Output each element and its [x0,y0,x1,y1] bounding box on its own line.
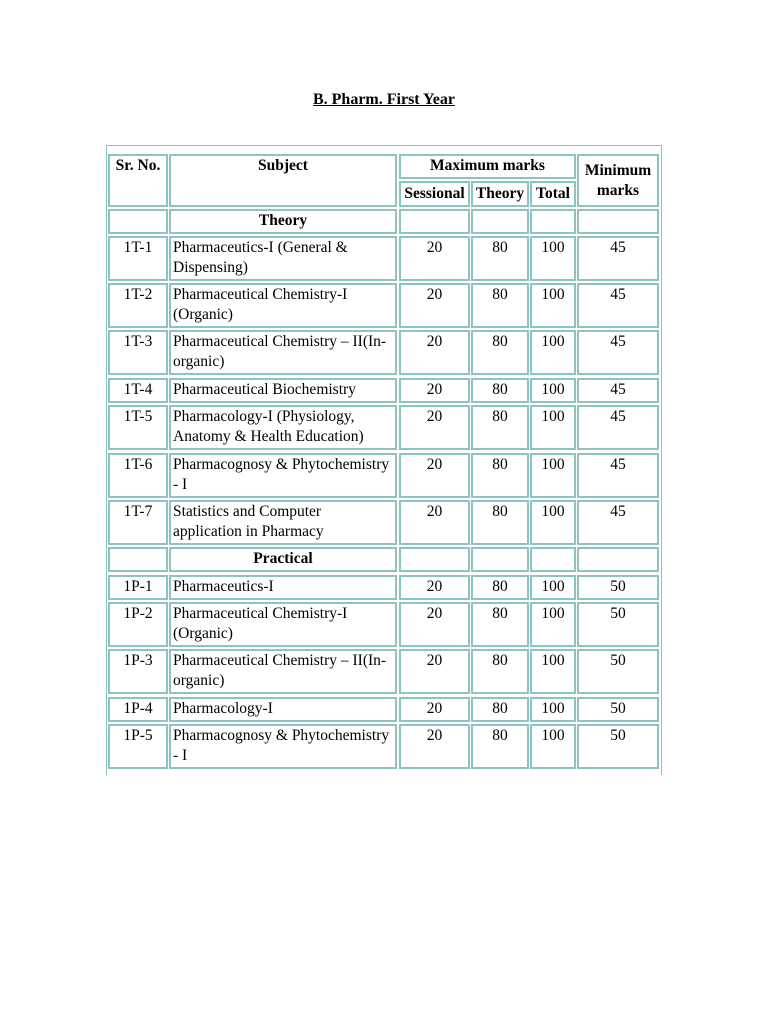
cell-theory: 80 [471,649,529,694]
cell-minimum-marks: 45 [577,405,659,450]
cell-sr-no: 1P-4 [108,697,168,722]
cell-theory: 80 [471,236,529,281]
cell-theory: 80 [471,405,529,450]
cell-sr-no: 1P-3 [108,649,168,694]
cell-total: 100 [530,575,576,600]
cell-sr-no: 1P-1 [108,575,168,600]
header-theory: Theory [471,181,529,207]
cell-minimum-marks: 45 [577,500,659,545]
cell-theory: 80 [471,697,529,722]
cell-subject: Pharmaceutics-I [169,575,397,600]
cell-theory: 80 [471,378,529,403]
cell-total: 100 [530,453,576,498]
cell-total: 100 [530,330,576,375]
empty-cell [471,547,529,572]
header-sessional: Sessional [399,181,470,207]
empty-cell [471,209,529,234]
cell-minimum-marks: 50 [577,575,659,600]
cell-subject: Pharmaceutical Chemistry-I (Organic) [169,283,397,328]
cell-subject: Pharmaceutics-I (General & Dispensing) [169,236,397,281]
cell-total: 100 [530,283,576,328]
cell-theory: 80 [471,330,529,375]
cell-total: 100 [530,405,576,450]
cell-subject: Pharmacology-I [169,697,397,722]
cell-sessional: 20 [399,697,470,722]
cell-theory: 80 [471,602,529,647]
cell-subject: Pharmacognosy & Phytochemistry - I [169,724,397,769]
cell-sessional: 20 [399,236,470,281]
cell-theory: 80 [471,283,529,328]
cell-sessional: 20 [399,283,470,328]
page-title: B. Pharm. First Year [312,91,456,108]
header-total: Total [530,181,576,207]
section-heading: Theory [169,209,397,234]
header-subject: Subject [169,154,397,207]
cell-total: 100 [530,236,576,281]
cell-total: 100 [530,500,576,545]
cell-sessional: 20 [399,378,470,403]
cell-sr-no: 1T-1 [108,236,168,281]
header-minimum-marks: Minimum marks [577,154,659,207]
empty-cell [399,209,470,234]
cell-sessional: 20 [399,724,470,769]
empty-cell [108,547,168,572]
cell-sr-no: 1T-3 [108,330,168,375]
cell-total: 100 [530,378,576,403]
cell-sr-no: 1T-2 [108,283,168,328]
cell-sessional: 20 [399,602,470,647]
cell-sessional: 20 [399,500,470,545]
cell-minimum-marks: 50 [577,697,659,722]
empty-cell [108,209,168,234]
cell-sr-no: 1T-7 [108,500,168,545]
cell-sessional: 20 [399,453,470,498]
header-sr-no: Sr. No. [108,154,168,207]
cell-theory: 80 [471,453,529,498]
cell-total: 100 [530,602,576,647]
cell-subject: Statistics and Computer application in Pharmacy [169,500,397,545]
cell-subject: Pharmaceutical Chemistry – II(In-organic) [169,330,397,375]
cell-total: 100 [530,697,576,722]
cell-total: 100 [530,649,576,694]
cell-subject: Pharmacognosy & Phytochemistry - I [169,453,397,498]
cell-minimum-marks: 45 [577,283,659,328]
cell-sessional: 20 [399,330,470,375]
cell-sr-no: 1T-5 [108,405,168,450]
empty-cell [577,209,659,234]
cell-minimum-marks: 50 [577,602,659,647]
empty-cell [530,209,576,234]
cell-sessional: 20 [399,575,470,600]
cell-theory: 80 [471,724,529,769]
cell-sessional: 20 [399,649,470,694]
empty-cell [399,547,470,572]
cell-subject: Pharmaceutical Biochemistry [169,378,397,403]
cell-theory: 80 [471,575,529,600]
cell-minimum-marks: 45 [577,236,659,281]
cell-minimum-marks: 50 [577,724,659,769]
cell-subject: Pharmacology-I (Physiology, Anatomy & Health Education) [169,405,397,450]
cell-sr-no: 1T-4 [108,378,168,403]
cell-minimum-marks: 45 [577,378,659,403]
cell-theory: 80 [471,500,529,545]
empty-cell [577,547,659,572]
section-heading: Practical [169,547,397,572]
header-maximum-marks: Maximum marks [399,154,576,179]
cell-subject: Pharmaceutical Chemistry-I (Organic) [169,602,397,647]
cell-sr-no: 1P-5 [108,724,168,769]
cell-minimum-marks: 45 [577,330,659,375]
cell-sr-no: 1T-6 [108,453,168,498]
cell-sr-no: 1P-2 [108,602,168,647]
cell-subject: Pharmaceutical Chemistry – II(In-organic) [169,649,397,694]
cell-sessional: 20 [399,405,470,450]
cell-minimum-marks: 45 [577,453,659,498]
cell-total: 100 [530,724,576,769]
empty-cell [530,547,576,572]
cell-minimum-marks: 50 [577,649,659,694]
